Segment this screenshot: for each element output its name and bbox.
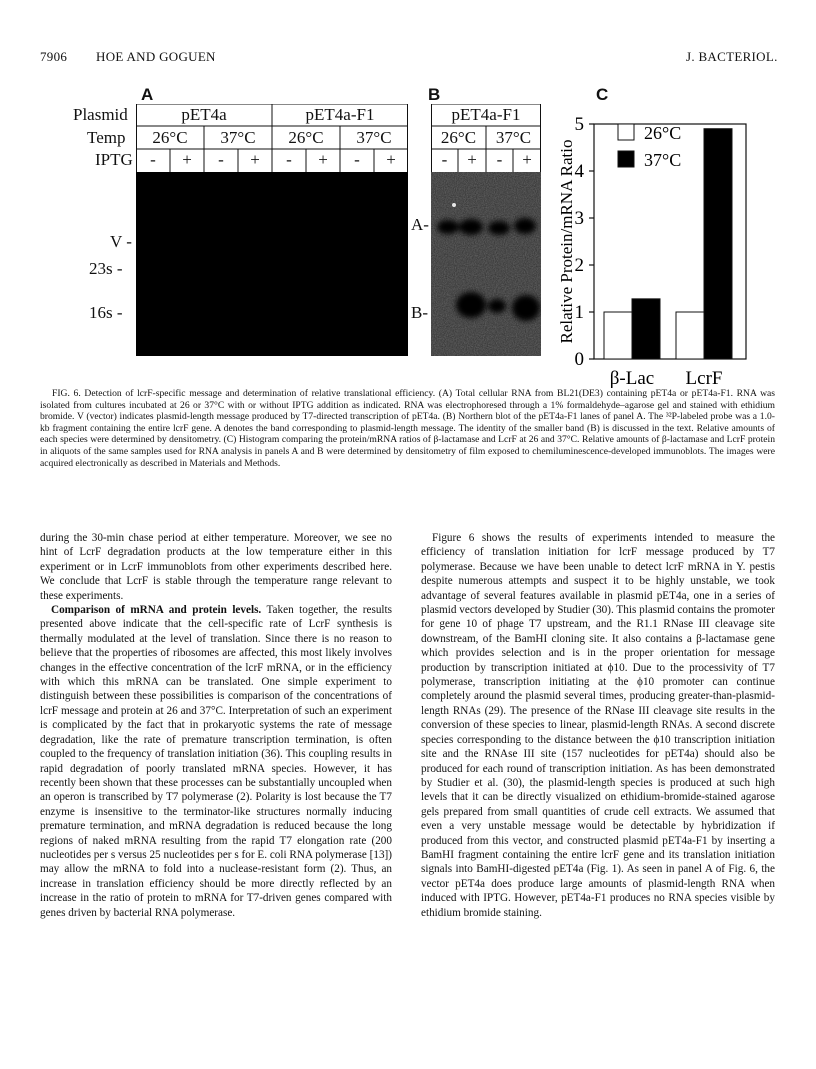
y-axis-label: Relative Protein/mRNA Ratio [557,139,576,344]
temp-label: 26°C [288,128,324,147]
bar [704,129,732,359]
journal-name: J. BACTERIOL. [686,49,778,64]
bar [632,299,660,359]
iptg-label: - [496,150,503,169]
marker-a: A- [411,215,429,234]
temp-label: 37°C [495,128,532,147]
x-tick-label: β-Lac [609,368,655,389]
row-label-iptg: IPTG [95,150,133,169]
y-tick-label: 2 [574,255,584,276]
iptg-label: + [250,150,260,169]
plasmid-label-pet4a-f1: pET4a-F1 [451,105,521,124]
legend-swatch [618,151,634,167]
panel-a-letter: A [141,85,154,104]
northern-blot-image [431,172,541,356]
y-tick-label: 4 [574,161,584,182]
bar [604,312,632,359]
temp-label: 37°C [220,128,256,147]
left-column [40,531,392,920]
iptg-label: - [150,150,156,169]
legend-label: 26°C [644,123,682,143]
iptg-label: - [286,150,292,169]
panel-c-letter: C [596,85,609,104]
row-label-temp: Temp [87,128,126,147]
marker-16s: 16s - [89,303,123,322]
iptg-label: - [218,150,224,169]
paragraph-text: Taken together, the results presented above indicate that the cell-specific rate of LcrF synthesis is thermally modulated at the level of translation. Since there is no reason to believe that the properties of ribosomes are affected, this most likely involves changes in the effective concentration of the lcrF mRNA, or in the efficiency with which this mRNA can be translated. One simple experiment to distinguish between these possibilities is comparison of the concentrations of lcrF message and protein at 26 and 37°C. Interpretation of such an experiment is complicated by the fact that in prokaryotic systems the rate of message degradation, like the rate of premature transcription termination, is often coupled to the frequency of translation initiation (36). This coupling results in rapid degradation of poorly translated mRNA species. However, it has recently been shown that these processes can be substantially uncoupled when an operon is transcribed by T7 polymerase (2). Polarity is lost because the T7 enzyme is insensitive to the terminator-like structures normally inducing premature termination, and mRNA degradation is reduced because the long regions of naked mRNA resulting from the rapid T7 elongation rate (200 nucleotides per s versus 25 nucleotides per s for E. coli RNA polymerase [13]) may allow the mRNA to fold into a nuclease-resistant form (2). Thus, an increase in translation efficiency should be more directly reflected by an increase in the ratio of protein to mRNA for T7-driven genes compared with genes driven by bacterial RNA polymerase. [40,604,392,919]
marker-b: B- [411,303,429,322]
iptg-label: + [386,150,396,169]
right-column [421,531,775,920]
plasmid-label-pet4a-f1: pET4a-F1 [305,105,375,124]
y-tick-label: 0 [574,349,584,370]
row-label-plasmid: Plasmid [73,105,128,124]
y-tick-label: 1 [574,302,584,323]
paragraph: during the 30-min chase period at either temperature. Moreover, we see no hint of LcrF degradation products at the low temperature either in this experiment or in LcrF immunoblots from other experiments described here. We conclude that LcrF is stable through the temperature range relevant to these experiments. [40,532,392,602]
iptg-label: - [441,150,448,169]
y-tick-label: 3 [574,208,584,229]
panel-b-letter: B [428,85,441,104]
iptg-label: + [467,150,477,169]
figure-caption: FIG. 6. Detection of lcrF-specific message and determination of relative translational efficiency. (A) Total cellular RNA from BL21(DE3) containing pET4a or pET4a-F1. RNA was isolated from cultures incubated at 26 or 37°C with or without IPTG addition as indicated. RNA was electrophoresed through a 1% formaldehyde–agarose gel and stained with ethidium bromide. V (vector) indicates plasmid-length message produced by T7-directed transcription of pET4a. (B) Northern blot of the pET4a-F1 lanes of panel A. The ³²P-labeled probe was a 1.0-kb fragment containing the entire lcrF gene. A denotes the band corresponding to plasmid-length message. The identity of the smaller band (B) is discussed in the text. Relative amounts of each species were determined by densitometry. (C) Histogram comparing the protein/mRNA ratios of β-lactamase and LcrF at 26 and 37°C. Relative amounts of β-lactamase and LcrF protein in aliquots of the same samples used for RNA analysis in panels A and B were determined by densitometry of film exposed to chemiluminescence-developed immunoblots. The images were acquired electronically as described in Materials and Methods. [40,388,775,469]
x-tick-label: LcrF [685,368,723,389]
running-authors: HOE AND GOGUEN [96,49,216,64]
iptg-label: + [182,150,192,169]
marker-v: V - [110,232,132,251]
iptg-label: - [354,150,360,169]
paragraph [40,603,392,920]
legend-swatch [618,124,634,140]
iptg-label: + [522,150,532,169]
plasmid-label-pet4a: pET4a [181,105,227,124]
section-heading: Comparison of mRNA and protein levels. [51,604,262,617]
panel-c-chart [548,108,758,392]
legend-label: 37°C [644,150,682,170]
page-number: 7906 [40,49,68,64]
marker-23s: 23s - [89,259,123,278]
temp-label: 26°C [440,128,477,147]
iptg-label: + [318,150,328,169]
bar [676,312,704,359]
paragraph: Figure 6 shows the results of experiments intended to measure the efficiency of translation initiation for lcrF message produced by T7 polymerase. Because we have been unable to detect lcrF mRNA in Y. pestis despite numerous attempts and suspect it to be highly unstable, we took advantage of several features available in plasmid pET4a, one in a series of plasmid vectors developed by Studier (30). This plasmid contains the promoter for gene 10 of phage T7 upstream, and the R1.1 RNase III cleavage site downstream, of the BamHI cloning site. It also contains a β-lactamase gene which provides selection and is in the proper orientation for message production by transcription initiated at ϕ10. Due to the processivity of T7 polymerase, transcription initiating at the ϕ10 promoter can continue completely around the plasmid several times, producing greater-than-plasmid-length RNAs (29). The presence of the RNase III cleavage site results in the conversion of these species to linear, plasmid-length RNAs. A second discrete species corresponding to the distance between the ϕ10 transcription initiation site and the RNAse III site (157 nucleotides for pET4a) should also be produced for each round of transcription initiation. As has been demonstrated by Studier et al. (30), the plasmid-length species is produced at such high levels that it can be directly visualized on ethidium-bromide-stained agarose gels prepared from small quantities of crude cell extracts. We assumed that even a very unstable message would be detectable by hybridization if produced from this vector, and constructed plasmid pET4a-F1 by inserting a BamHI fragment containing the entire lcrF gene and its translation initiation signals into BamHI-digested pET4a (Fig. 1). As seen in panel A of Fig. 6, the vector pET4a does produce large amounts of plasmid-length RNA when induced with IPTG. However, pET4a-F1 produces no RNA species visible by ethidium bromide staining. [421,532,775,919]
temp-label: 37°C [356,128,392,147]
y-tick-label: 5 [574,114,584,135]
gel-image [136,172,408,356]
temp-label: 26°C [152,128,188,147]
